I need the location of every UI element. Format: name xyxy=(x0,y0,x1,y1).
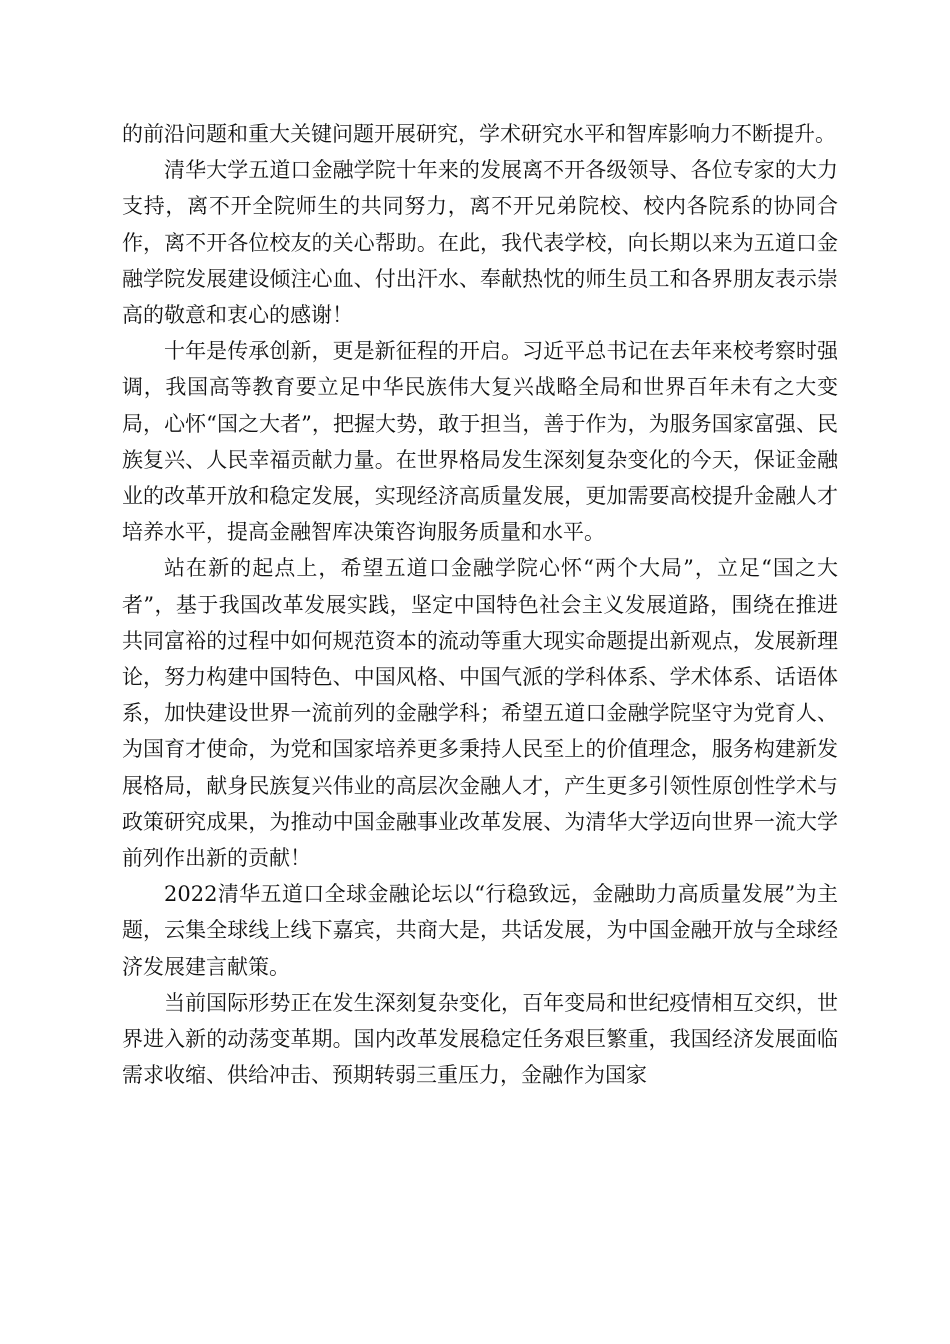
paragraph: 2022清华五道口全球金融论坛以“行稳致远，金融助力高质量发展”为主题，云集全球线上线下嘉宾，共商大是，共话发展，为中国金融开放与全球经济发展建言献策。 xyxy=(122,882,838,979)
document-body xyxy=(122,116,838,1093)
paragraph: 当前国际形势正在发生深刻复杂变化，百年变局和世纪疫情相互交织，世界进入新的动荡变革期。国内改革发展稳定任务艰巨繁重，我国经济发展面临需求收缩、供给冲击、预期转弱三重压力，金融作为国家 xyxy=(122,990,838,1088)
paragraph: 十年是传承创新，更是新征程的开启。习近平总书记在去年来校考察时强调，我国高等教育要立足中华民族伟大复兴战略全局和世界百年未有之大变局，心怀“国之大者”，把握大势，敢于担当，善于作为，为服务国家富强、民族复兴、人民幸福贡献力量。在世界格局发生深刻复杂变化的今天，保证金融业的改革开放和稳定发展，实现经济高质量发展，更加需要高校提升金融人才培养水平，提高金融智库决策咨询服务质量和水平。 xyxy=(122,339,838,545)
paragraph: 站在新的起点上，希望五道口金融学院心怀“两个大局”，立足“国之大者”，基于我国改革发展实践，坚定中国特色社会主义发展道路，围绕在推进共同富裕的过程中如何规范资本的流动等重大现实命题提出新观点，发展新理论，努力构建中国特色、中国风格、中国气派的学科体系、学术体系、话语体系，加快建设世界一流前列的金融学科；希望五道口金融学院坚守为党育人、为国育才使命，为党和国家培养更多秉持人民至上的价值理念，服务构建新发展格局，献身民族复兴伟业的高层次金融人才，产生更多引领性原创性学术与政策研究成果，为推动中国金融事业改革发展、为清华大学迈向世界一流大学前列作出新的贡献！ xyxy=(122,556,838,871)
paragraph-continued: 的前沿问题和重大关键问题开展研究，学术研究水平和智库影响力不断提升。 xyxy=(122,122,836,146)
paragraph: 清华大学五道口金融学院十年来的发展离不开各级领导、各位专家的大力支持，离不开全院师生的共同努力，离不开兄弟院校、校内各院系的协同合作，离不开各位校友的关心帮助。在此，我代表学校，向长期以来为五道口金融学院发展建设倾注心血、付出汗水、奉献热忱的师生员工和各界朋友表示崇高的敬意和衷心的感谢！ xyxy=(122,158,838,328)
